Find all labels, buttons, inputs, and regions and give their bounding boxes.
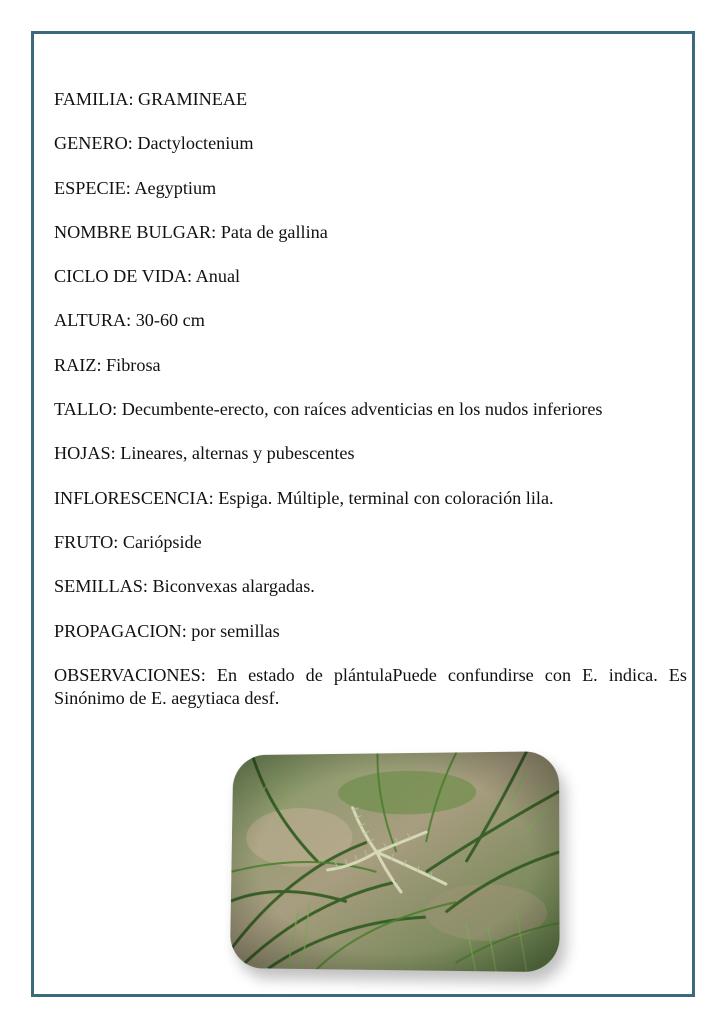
plant-photo <box>230 751 560 972</box>
field-fruto: FRUTO: Cariópside <box>54 531 202 552</box>
field-label: NOMBRE BULGAR <box>54 221 212 242</box>
field-value: Aegyptium <box>134 177 217 198</box>
plant-record <box>54 88 687 732</box>
field-value: En estado de plántulaPuede confundirse con E. indica. Es Sinónimo de E. aegytiaca desf. <box>54 664 687 709</box>
field-especie: ESPECIE: Aegyptium <box>54 177 217 198</box>
field-genero: GENERO: Dactyloctenium <box>54 133 254 154</box>
field-label: SEMILLAS <box>54 576 143 597</box>
field-propagacion: PROPAGACION: por semillas <box>54 620 280 641</box>
field-value: Decumbente-erecto, con raíces adventicias en los nudos inferiores <box>121 399 603 420</box>
field-value: Espiga. Múltiple, terminal con coloración lila. <box>218 487 554 508</box>
field-hojas: HOJAS: Lineares, alternas y pubescentes <box>54 443 355 464</box>
field-label: ALTURA <box>54 310 127 331</box>
field-value: Dactyloctenium <box>137 133 254 154</box>
field-label: RAIZ <box>54 354 97 375</box>
field-value: Cariópside <box>122 531 202 552</box>
field-label: HOJAS <box>54 443 111 464</box>
field-tallo: TALLO: Decumbente-erecto, con raíces adventicias en los nudos inferiores <box>54 399 603 420</box>
field-value: Fibrosa <box>106 354 161 375</box>
field-semillas: SEMILLAS: Biconvexas alargadas. <box>54 576 315 597</box>
field-label: INFLORESCENCIA <box>54 487 209 508</box>
field-value: Biconvexas alargadas. <box>152 576 315 597</box>
field-label: ESPECIE <box>54 177 126 198</box>
field-label: TALLO <box>54 399 113 420</box>
field-label: FAMILIA <box>54 89 129 109</box>
field-raiz: RAIZ: Fibrosa <box>54 354 161 375</box>
field-value: Anual <box>195 266 241 287</box>
field-nombre-bulgar: NOMBRE BULGAR: Pata de gallina <box>54 221 328 242</box>
field-inflorescencia: INFLORESCENCIA: Espiga. Múltiple, terminal con coloración lila. <box>54 487 554 508</box>
field-observaciones: OBSERVACIONES: En estado de plántulaPuede confundirse con E. indica. Es Sinónimo de E. aegytiaca desf. <box>54 664 687 709</box>
field-value: por semillas <box>191 620 280 641</box>
field-value: 30-60 cm <box>135 310 205 331</box>
field-label: GENERO <box>54 133 128 154</box>
field-label: OBSERVACIONES <box>54 664 201 685</box>
field-label: CICLO DE VIDA <box>54 266 188 287</box>
field-value: GRAMINEAE <box>138 89 248 109</box>
field-ciclo-de-vida: CICLO DE VIDA: Anual <box>54 266 241 287</box>
field-familia: FAMILIA: GRAMINEAE <box>54 89 248 109</box>
field-altura: ALTURA: 30-60 cm <box>54 310 205 331</box>
plant-photo-illustration <box>230 751 560 972</box>
field-value: Lineares, alternas y pubescentes <box>120 443 355 464</box>
field-value: Pata de gallina <box>220 221 328 242</box>
field-label: FRUTO <box>54 531 114 552</box>
field-label: PROPAGACION <box>54 620 182 641</box>
